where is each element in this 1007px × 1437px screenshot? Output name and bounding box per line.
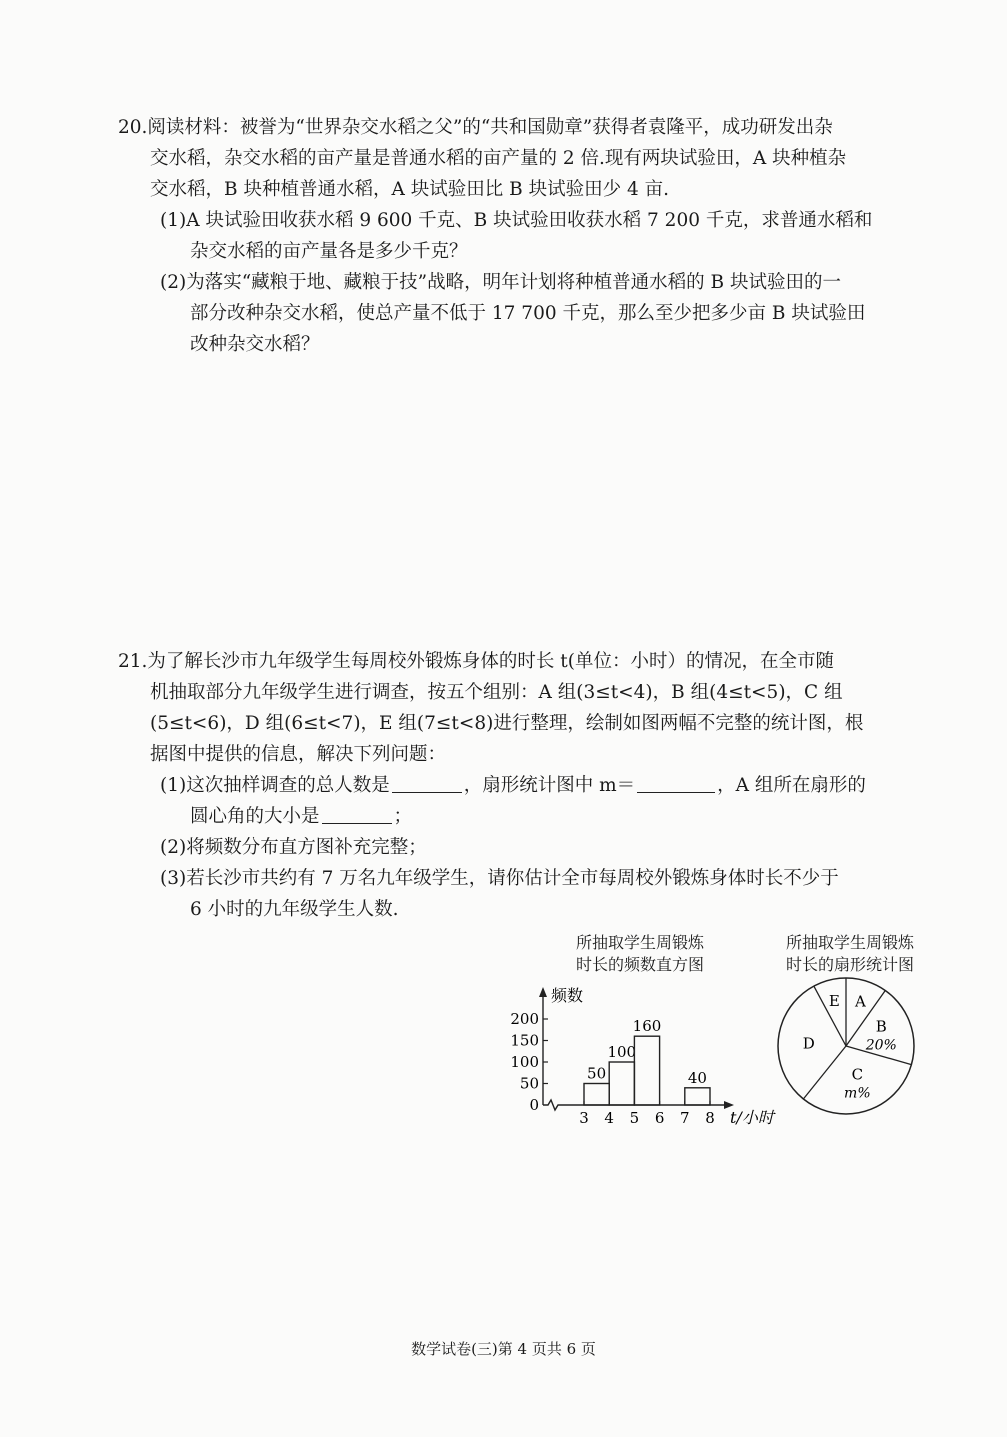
- q20-line-2: 交水稻，杂交水稻的亩产量是普通水稻的亩产量的 2 倍.现有两块试验田，A 块种植杂: [150, 148, 847, 169]
- x-tick-label: 3: [579, 1109, 589, 1127]
- q21-line-3: (5≤t<6)，D 组(6≤t<7)，E 组(7≤t<8)进行整理，绘制如图两幅不完整的统计图，根: [150, 713, 864, 734]
- q21-line-4: 据图中提供的信息，解决下列问题：: [150, 744, 447, 765]
- pie-slice-label: E: [828, 991, 840, 1010]
- pie-slice-label: C: [851, 1065, 864, 1084]
- histogram-bar: [584, 1084, 609, 1106]
- q21-part1-text-c: ，A 组所在扇形的: [717, 775, 866, 796]
- y-tick-label: 150: [510, 1031, 539, 1050]
- q20-line-3: 交水稻，B 块种植普通水稻，A 块试验田比 B 块试验田少 4 亩.: [150, 179, 669, 200]
- x-axis-label: t/小时: [730, 1108, 774, 1127]
- q21-part1-text-b: ，扇形统计图中 m＝: [463, 775, 636, 796]
- q21-part1-text-a: (1)这次抽样调查的总人数是: [160, 775, 390, 796]
- pie-chart: [770, 975, 930, 1125]
- y-tick-label: 100: [510, 1053, 539, 1071]
- q20-part1-line-2: 杂交水稻的亩产量各是多少千克？: [190, 241, 468, 262]
- bar-value-label: 40: [687, 1068, 707, 1087]
- histogram-caption-line-2: 时长的频数直方图: [575, 955, 704, 974]
- answer-blank-m[interactable]: [637, 772, 715, 793]
- bar-value-label: 160: [632, 1017, 662, 1036]
- q20-part2-line-3: 改种杂交水稻？: [190, 334, 320, 355]
- x-tick-label: 7: [680, 1109, 690, 1127]
- q21-part1-line-2: [118, 801, 938, 832]
- histogram-caption: [540, 932, 740, 976]
- q21-line-1: 21.为了解长沙市九年级学生每周校外锻炼身体的时长 t(单位：小时）的情况，在全市随: [118, 651, 834, 672]
- x-tick-label: 6: [654, 1109, 665, 1127]
- pie-caption-line-2: 时长的扇形统计图: [785, 955, 914, 974]
- pie-slice-border: [803, 1046, 846, 1099]
- y-tick-label: 50: [519, 1074, 539, 1093]
- x-tick-label: 5: [629, 1109, 640, 1127]
- page-footer: 数学试卷(三)第 4 页共 6 页: [411, 1340, 596, 1358]
- y-tick-label: 0: [529, 1096, 539, 1114]
- q20-part1-line-1: (1)A 块试验田收获水稻 9 600 千克、B 块试验田收获水稻 7 200 千克，求普通水稻和: [160, 210, 873, 231]
- x-tick-label: 4: [604, 1109, 614, 1127]
- q21-part1-text-d: 圆心角的大小是: [190, 806, 320, 827]
- q21-line-2: 机抽取部分九年级学生进行调查，按五个组别：A 组(3≤t<4)，B 组(4≤t<5)，C 组: [150, 682, 843, 703]
- x-tick-label: 8: [705, 1109, 715, 1127]
- pie-slice-label: A: [855, 992, 866, 1011]
- histogram-bar: [609, 1062, 634, 1105]
- q21-part1-line-1: [118, 770, 938, 801]
- question-20: [118, 112, 938, 360]
- histogram-bar: [634, 1036, 659, 1105]
- pie-caption-line-1: 所抽取学生周锻炼: [785, 933, 914, 952]
- pie-slice-percent: m%: [844, 1085, 871, 1102]
- q21-part3-line-2: 6 小时的九年级学生人数.: [190, 899, 399, 920]
- q20-part2-line-1: (2)为落实“藏粮于地、藏粮于技”战略，明年计划将种植普通水稻的 B 块试验田的一: [160, 272, 841, 293]
- y-axis-label: 频数: [551, 986, 584, 1005]
- bar-value-label: 50: [587, 1064, 607, 1083]
- frequency-histogram: [500, 975, 790, 1135]
- q21-part1-text-e: ；: [393, 806, 413, 827]
- pie-slice-percent: 20%: [865, 1037, 897, 1054]
- q21-part2-line: (2)将频数分布直方图补充完整；: [160, 837, 427, 858]
- pie-slice-label: B: [875, 1017, 887, 1036]
- q20-line-1: 20.阅读材料：被誉为“世界杂交水稻之父”的“共和国勋章”获得者袁隆平，成功研发出杂: [118, 117, 833, 138]
- answer-blank-angle[interactable]: [322, 803, 392, 824]
- pie-slice-label: D: [802, 1034, 815, 1053]
- y-tick-label: 200: [510, 1010, 539, 1028]
- histogram-bar: [685, 1088, 710, 1105]
- question-21: [118, 646, 938, 925]
- answer-blank-total[interactable]: [392, 772, 462, 793]
- bar-value-label: 100: [607, 1043, 637, 1061]
- q21-part3-line-1: (3)若长沙市共约有 7 万名九年级学生，请你估计全市每周校外锻炼身体时长不少于: [160, 868, 839, 889]
- histogram-caption-line-1: 所抽取学生周锻炼: [575, 933, 704, 952]
- q20-part2-line-2: 部分改种杂交水稻，使总产量不低于 17 700 千克，那么至少把多少亩 B 块试验田: [190, 303, 866, 324]
- y-axis-arrow: [539, 987, 547, 997]
- pie-caption: [755, 932, 945, 976]
